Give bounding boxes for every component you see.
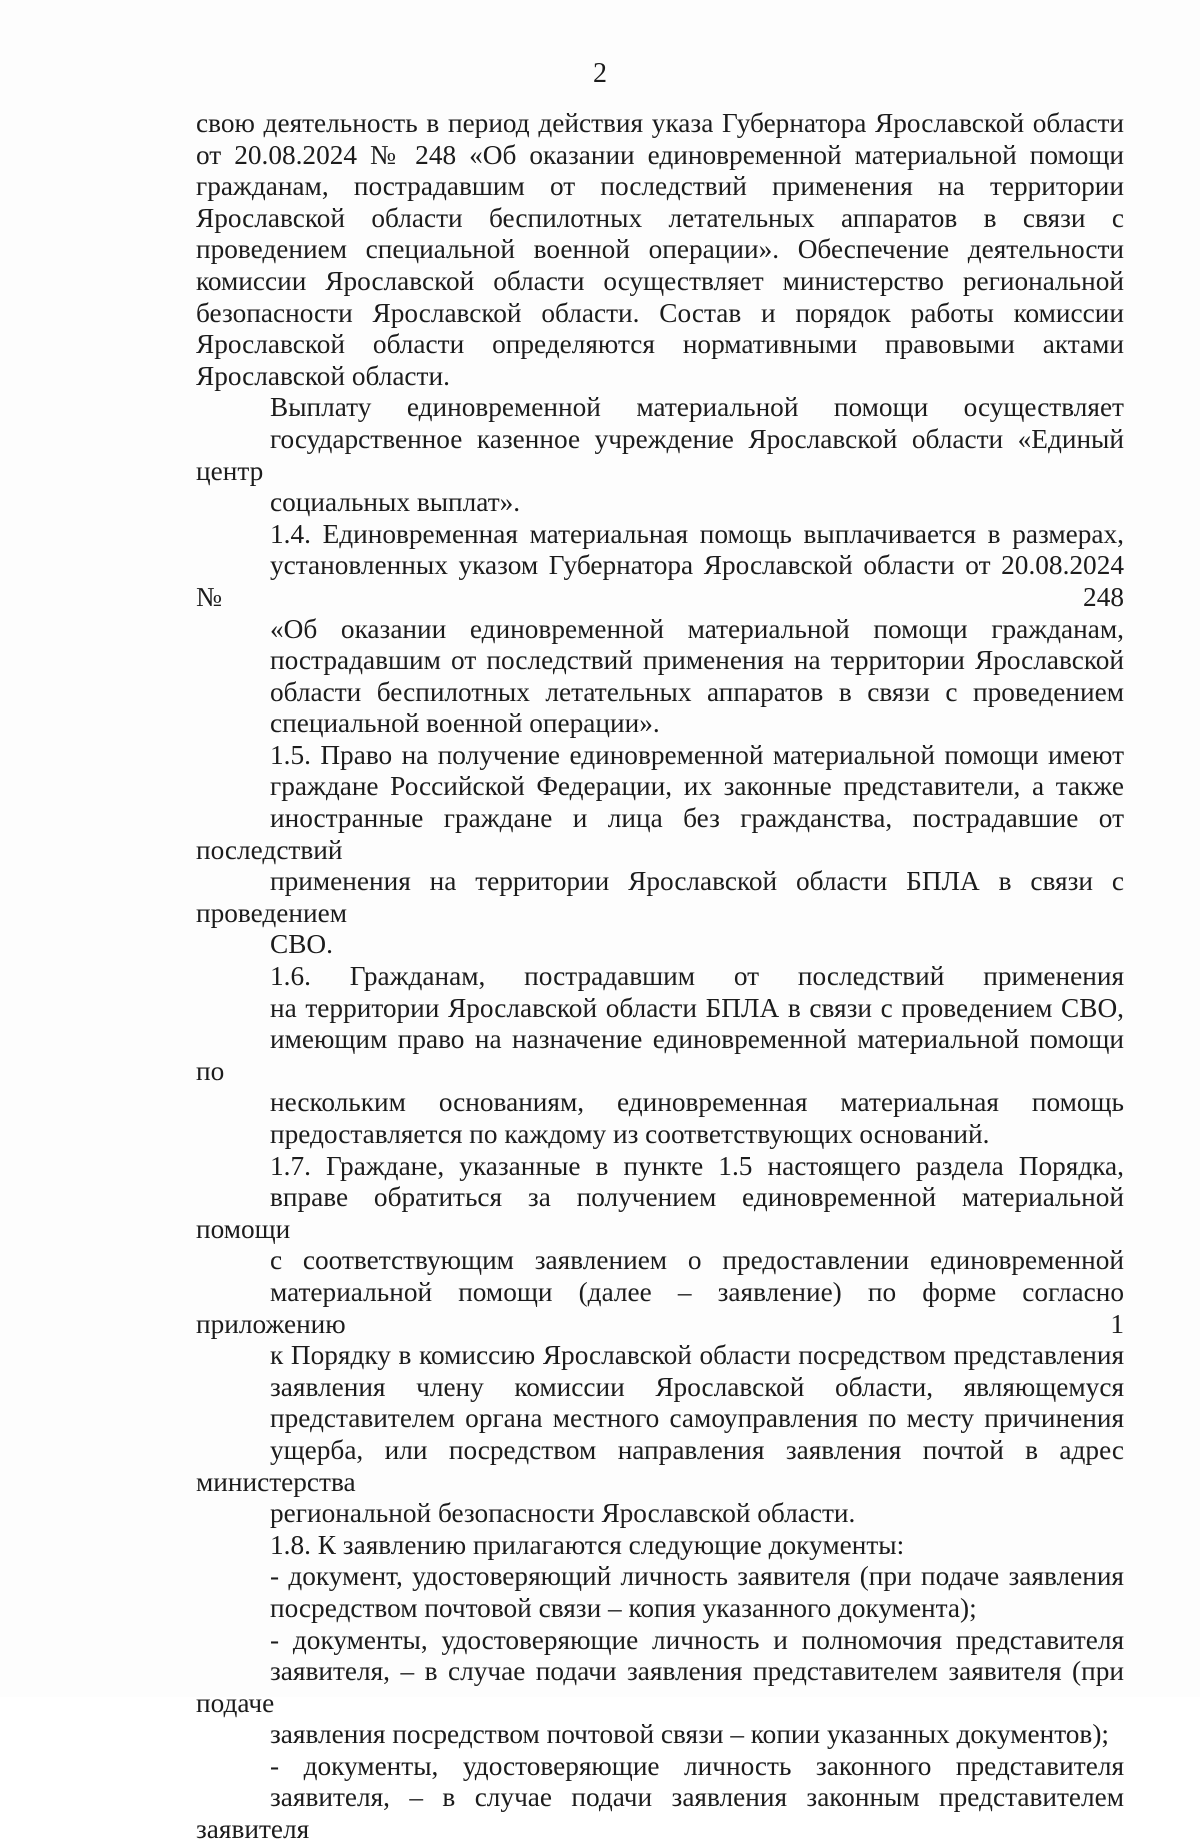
document-body — [196, 108, 1124, 1846]
text-line: применения на территории Ярославской области БПЛА в связи с проведением — [196, 866, 1124, 928]
text-line: «Об оказании единовременной материальной помощи гражданам, — [270, 613, 1124, 644]
paragraph — [196, 519, 1124, 740]
text-line: Ярославской области. — [196, 360, 450, 391]
text-line: имеющим право на назначение единовременной материальной помощи по — [196, 1024, 1124, 1086]
text-line: представителем органа местного самоуправления по месту причинения — [270, 1403, 1124, 1434]
text-line: с соответствующим заявлением о предоставлении единовременной — [270, 1245, 1124, 1276]
text-line: социальных выплат». — [270, 487, 521, 518]
paragraph — [196, 1530, 1124, 1562]
text-line: - документы, удостоверяющие личность законного представителя — [270, 1750, 1124, 1781]
page-number: 2 — [593, 58, 607, 89]
paragraph — [196, 1151, 1124, 1530]
text-line: граждане Российской Федерации, их законные представители, а также — [270, 771, 1124, 802]
text-line: комиссии Ярославской области осуществляет министерство региональной — [196, 265, 1124, 296]
text-line: проведением специальной военной операции». Обеспечение деятельности — [196, 234, 1124, 265]
text-line: предоставляется по каждому из соответствующих оснований. — [270, 1119, 990, 1149]
text-line: заявителя, – в случае подачи заявления законным представителем заявителя — [196, 1782, 1124, 1845]
text-line: вправе обратиться за получением единовременной материальной помощи — [196, 1182, 1124, 1244]
text-line: свою деятельность в период действия указа Губернатора Ярославской области — [196, 108, 1124, 138]
paragraph — [196, 1751, 1124, 1846]
text-line: заявления члену комиссии Ярославской области, являющемуся — [270, 1371, 1124, 1402]
paragraph — [196, 961, 1124, 1151]
text-line: материальной помощи (далее – заявление) по форме согласно приложению 1 — [196, 1276, 1124, 1339]
text-line: Выплату единовременной материальной помощи осуществляет — [270, 392, 1124, 423]
text-line: иностранные граждане и лица без гражданства, пострадавшие от последствий — [196, 803, 1124, 865]
text-line: - документы, удостоверяющие личность и полномочия представителя — [270, 1624, 1124, 1655]
paragraph — [196, 740, 1124, 961]
text-line: заявителя, – в случае подачи заявления представителем заявителя (при подаче — [196, 1656, 1124, 1718]
text-line: 1.5. Право на получение единовременной материальной помощи имеют — [270, 739, 1124, 770]
text-line: заявления посредством почтовой связи – копии указанных документов); — [270, 1719, 1109, 1750]
text-line: нескольким основаниям, единовременная материальная помощь — [270, 1087, 1124, 1118]
text-line: - документ, удостоверяющий личность заявителя (при подаче заявления — [270, 1561, 1124, 1592]
text-line: СВО. — [270, 929, 333, 960]
text-line: к Порядку в комиссию Ярославской области посредством представления — [270, 1340, 1124, 1371]
paragraph — [196, 1561, 1124, 1624]
text-line: 1.6. Гражданам, пострадавшим от последствий применения — [270, 961, 1124, 992]
text-line: посредством почтовой связи – копия указанного документа); — [270, 1592, 977, 1623]
text-line: региональной безопасности Ярославской области. — [270, 1498, 856, 1529]
text-line: на территории Ярославской области БПЛА в связи с проведением СВО, — [270, 992, 1124, 1023]
text-line: 1.8. К заявлению прилагаются следующие документы: — [270, 1529, 905, 1560]
text-line: безопасности Ярославской области. Состав и порядок работы комиссии — [196, 297, 1124, 328]
text-line: ущерба, или посредством направления заявления почтой в адрес министерства — [196, 1434, 1124, 1497]
paragraph — [196, 108, 1124, 392]
text-line: Ярославской области определяются нормативными правовыми актами — [196, 329, 1124, 360]
text-line: пострадавшим от последствий применения на территории Ярославской — [270, 645, 1124, 676]
paragraph — [196, 1625, 1124, 1751]
text-line: гражданам, пострадавшим от последствий применения на территории — [196, 171, 1124, 202]
text-line: государственное казенное учреждение Ярославской области «Единый центр — [196, 423, 1124, 486]
text-line: 1.7. Граждане, указанные в пункте 1.5 настоящего раздела Порядка, — [270, 1150, 1124, 1181]
paragraph — [196, 392, 1124, 518]
text-line: установленных указом Губернатора Ярославской области от 20.08.2024 № 248 — [196, 550, 1124, 612]
text-line: от 20.08.2024 № 248 «Об оказании единовременной материальной помощи — [196, 139, 1124, 170]
text-line: области беспилотных летательных аппаратов в связи с проведением — [270, 676, 1124, 707]
text-line: специальной военной операции». — [270, 708, 660, 739]
text-line: 1.4. Единовременная материальная помощь выплачивается в размерах, — [270, 518, 1124, 549]
text-line: Ярославской области беспилотных летательных аппаратов в связи с — [196, 202, 1124, 233]
